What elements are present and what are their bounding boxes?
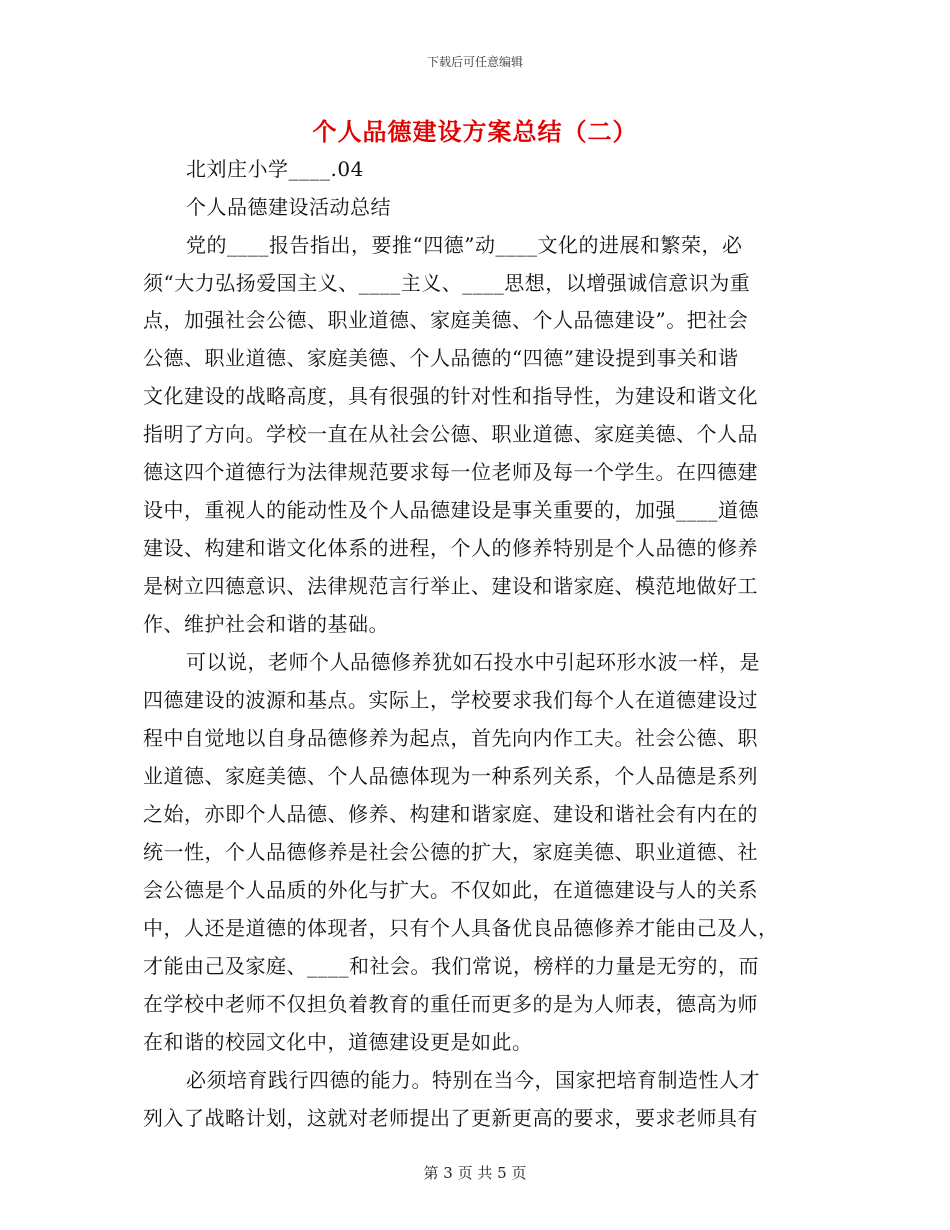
page-header-note: 下载后可任意编辑 xyxy=(426,55,523,69)
body-line: 公德、职业道德、家庭美德、个人品德的“四德”建设提到事关和谐 xyxy=(143,346,739,370)
body-line: 设中，重视人的能动性及个人品德建设是事关重要的，加强____道德 xyxy=(143,498,759,522)
body-line: 是树立四德意识、法律规范言行举止、建设和谐家庭、模范地做好工 xyxy=(143,574,758,598)
body-line: 统一性，个人品德修养是社会公德的扩大，家庭美德、职业道德、社 xyxy=(143,840,758,864)
body-line: 会公德是个人品质的外化与扩大。不仅如此，在道德建设与人的关系 xyxy=(143,878,758,902)
body-line: 四德建设的波源和基点。实际上，学校要求我们每个人在道德建设过 xyxy=(143,688,758,712)
body-line-school: 北刘庄小学____.04 xyxy=(186,157,364,181)
body-line: 程中自觉地以自身品德修养为起点，首先向内作工夫。社会公德、职 xyxy=(143,726,758,750)
body-line: 点，加强社会公德、职业道德、家庭美德、个人品德建设”。把社会 xyxy=(143,308,749,332)
body-line: 可以说，老师个人品德修养犹如石投水中引起环形水波一样，是 xyxy=(186,650,760,674)
body-line: 业道德、家庭美德、个人品德体现为一种系列关系，个人品德是系列 xyxy=(143,764,758,788)
body-line: 在学校中老师不仅担负着教育的重任而更多的是为人师表，德高为师 xyxy=(143,992,758,1016)
body-line: 列入了战略计划，这就对老师提出了更新更高的要求，要求老师具有 xyxy=(143,1106,758,1130)
document-title: 个人品德建设方案总结（二） xyxy=(312,117,638,146)
body-line: 才能由己及家庭、____和社会。我们常说，榜样的力量是无穷的，而 xyxy=(143,954,759,978)
body-line: 之始，亦即个人品德、修养、构建和谐家庭、建设和谐社会有内在的 xyxy=(143,802,758,826)
body-line: 指明了方向。学校一直在从社会公德、职业道德、家庭美德、个人品 xyxy=(143,422,758,446)
body-line: 建设、构建和谐文化体系的进程，个人的修养特别是个人品德的修养 xyxy=(143,536,758,560)
body-line: 党的____报告指出，要推“四德”动____文化的进展和繁荣，必 xyxy=(186,233,743,257)
body-line: 必须培育践行四德的能力。特别在当今，国家把培育制造性人才 xyxy=(186,1068,760,1092)
body-line: 须“大力弘扬爱国主义、____主义、____思想，以增强诚信意识为重 xyxy=(143,271,751,295)
body-line-subtitle: 个人品德建设活动总结 xyxy=(186,195,391,219)
body-line: 中，人还是道德的体现者，只有个人具备优良品德修养才能由己及人， xyxy=(143,916,779,940)
body-line: 作、维护社会和谐的基础。 xyxy=(143,612,389,636)
page-footer-page-number: 第 3 页 共 5 页 xyxy=(423,1164,527,1182)
body-line: 文化建设的战略高度，具有很强的针对性和指导性，为建设和谐文化 xyxy=(143,384,758,408)
body-line: 德这四个道德行为法律规范要求每一位老师及每一个学生。在四德建 xyxy=(143,460,758,484)
body-line: 在和谐的校园文化中，道德建设更是如此。 xyxy=(143,1030,533,1054)
